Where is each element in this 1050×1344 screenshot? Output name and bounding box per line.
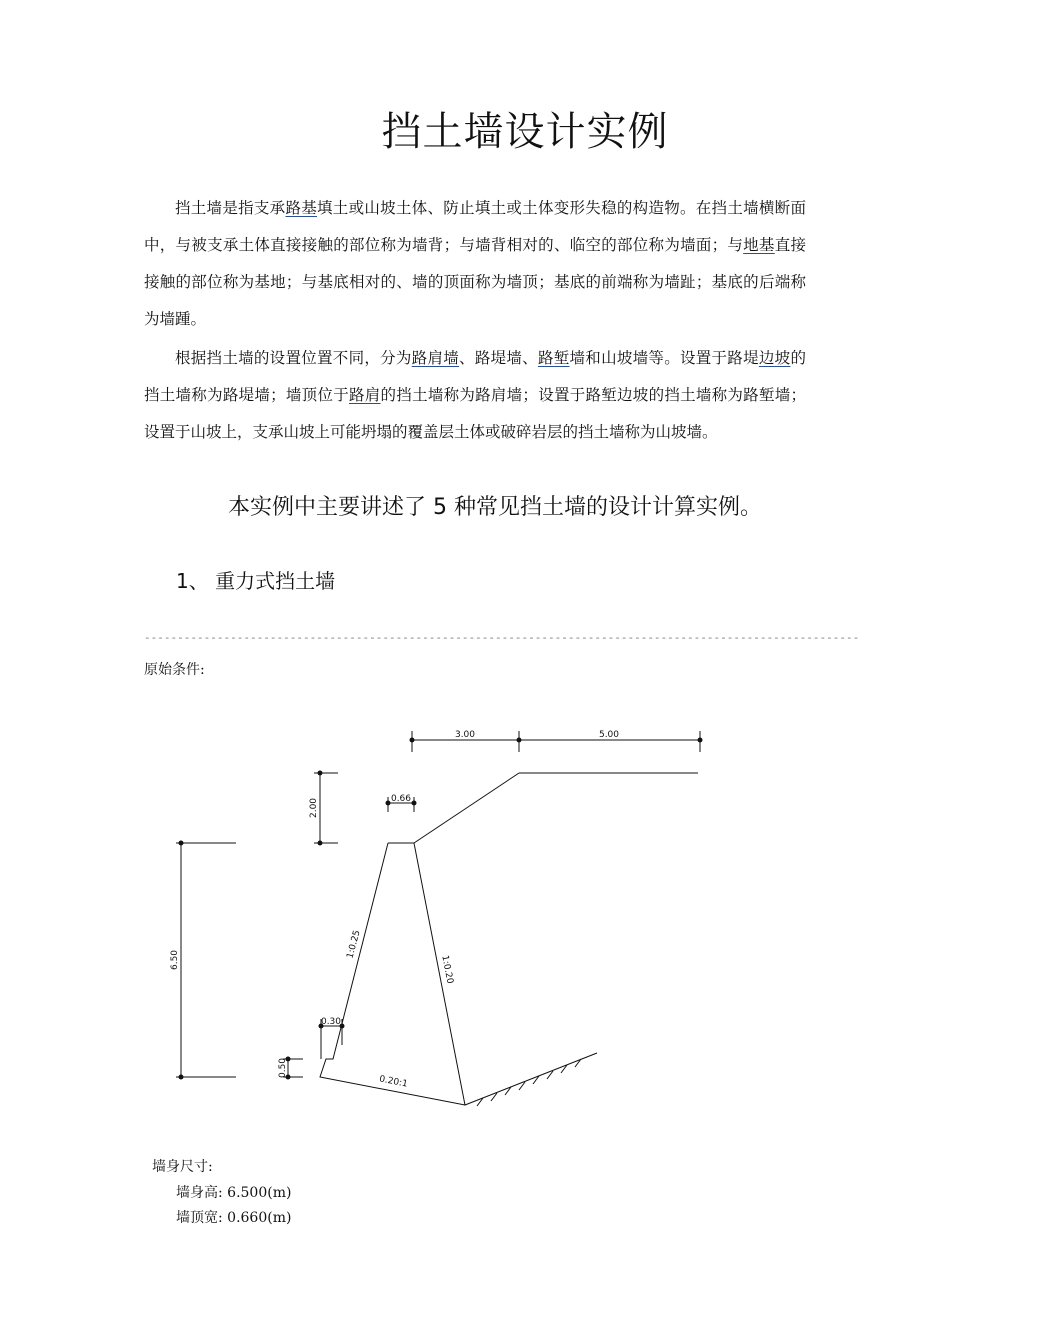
- dim-label-slope-height: 2.00: [309, 797, 319, 819]
- wall-dimensions-label: 墙身尺寸:: [152, 1159, 213, 1175]
- link-subgrade[interactable]: 路基: [285, 199, 318, 217]
- dim-label-top-width: 0.66: [390, 794, 412, 804]
- lead-statement: 本实例中主要讲述了 5 种常见挡土墙的设计计算实例。: [228, 495, 762, 520]
- fill-slope-line: [414, 773, 519, 843]
- link-side-slope[interactable]: 边坡: [758, 349, 791, 367]
- dim-label-top-left: 3.00: [454, 730, 476, 740]
- section-heading: 1、 重力式挡土墙: [176, 569, 336, 593]
- link-shoulder-wall[interactable]: 路肩墙: [411, 349, 460, 367]
- dim-label-wall-height: 6.50: [170, 949, 180, 971]
- intro-paragraph-2: 根据挡土墙的设置位置不同，分为路肩墙、路堤墙、路堑墙和山坡墙等。设置于路堤边坡的挡土墙称为路堤墙；墙顶位于路肩的挡土墙称为路肩墙；设置于路堑边坡的挡土墙称为路堑墙；设置于山坡上，支承山坡上可能坍塌的覆盖层土体或破碎岩层的挡土墙称为山坡墙。: [144, 349, 806, 441]
- ground-line: [465, 1053, 597, 1105]
- link-cutting[interactable]: 路堑: [537, 349, 570, 367]
- ground-hatching: [477, 1059, 581, 1106]
- original-conditions-label: 原始条件:: [144, 662, 205, 678]
- wall-height: 墙身高: 6.500(m): [176, 1185, 292, 1201]
- divider-line: ------------------------------------------------------------------------------------------------------------: [144, 631, 860, 644]
- face-slope-label: 1:0.25: [345, 929, 363, 960]
- dim-label-toe-height: 0.50: [278, 1057, 288, 1079]
- dim-label-top-right: 5.00: [598, 730, 620, 740]
- link-foundation[interactable]: 地基: [743, 236, 775, 254]
- intro-paragraph-1: 挡土墙是指支承路基填土或山坡土体、防止填土或土体变形失稳的构造物。在挡土墙横断面中，与被支承土体直接接触的部位称为墙背；与墙背相对的、临空的部位称为墙面；与地基直接接触的部位称为基地；与基底相对的、墙的顶面称为墙顶；基底的前端称为墙趾；基底的后端称为墙踵。: [144, 199, 806, 328]
- page-title: 挡土墙设计实例: [381, 109, 669, 155]
- dim-label-toe-width: 0.30: [320, 1017, 342, 1027]
- base-slope-label: 0.20:1: [378, 1074, 409, 1090]
- link-road-shoulder[interactable]: 路肩: [348, 386, 381, 404]
- wall-top-width: 墙顶宽: 0.660(m): [176, 1210, 292, 1226]
- back-slope-label: 1:0.20: [439, 954, 455, 985]
